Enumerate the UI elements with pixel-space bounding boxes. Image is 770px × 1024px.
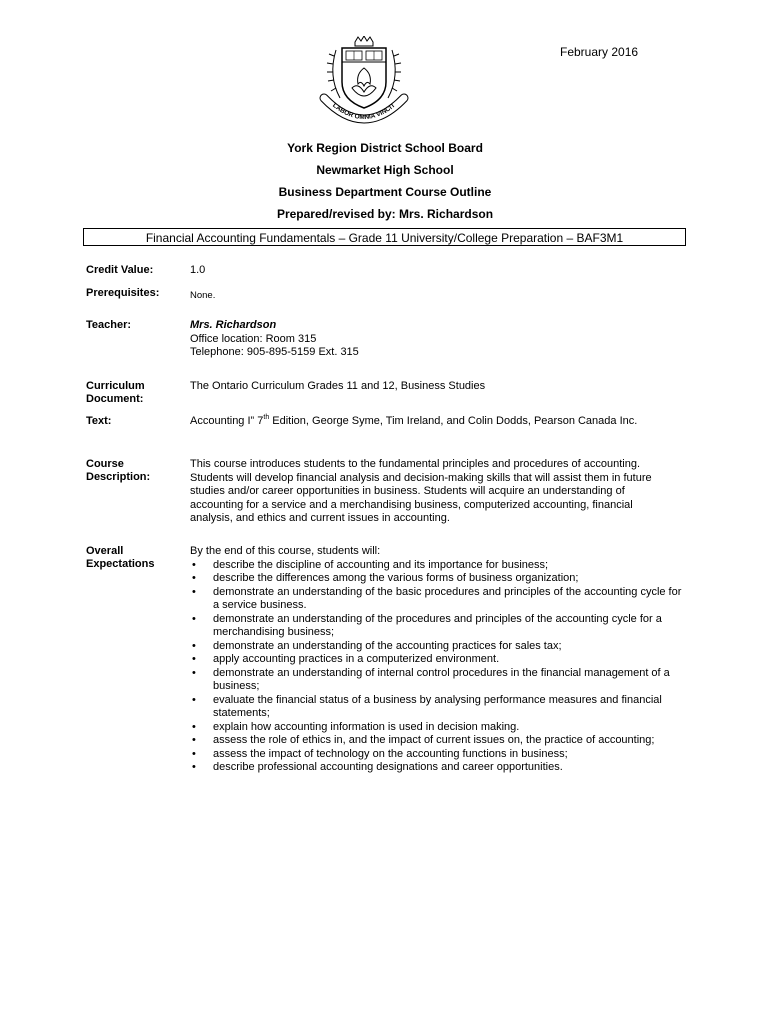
expectation-item: • explain how accounting information is used in decision making.: [190, 721, 682, 735]
expectation-item: • assess the role of ethics in, and the impact of current issues on, the practice of accounting;: [190, 734, 682, 748]
description-line: accounting for a service and a merchandising business, computerized accounting, financial: [190, 498, 633, 511]
description-line: This course introduces students to the fundamental principles and procedures of accounting.: [190, 458, 641, 470]
description-line: Students will develop financial analysis and decision-making skills that will assist them in future: [190, 471, 652, 484]
edition-superscript: th: [263, 414, 270, 421]
curriculum-value: The Ontario Curriculum Grades 11 and 12, Business Studies: [190, 380, 486, 392]
description-label-line1: Course: [86, 458, 124, 470]
teacher-phone: Telephone: 905-895-5159 Ext. 315: [190, 346, 359, 358]
course-description: [190, 458, 685, 526]
expectations-content: [190, 545, 682, 775]
school-crest-logo: [318, 36, 410, 136]
description-line: studies and/or career opportunities in business. Students will acquire an understanding of: [190, 485, 625, 497]
expectation-item: • describe the differences among the various forms of business organization;: [190, 572, 682, 586]
course-title-box: Financial Accounting Fundamentals – Grade 11 University/College Preparation – BAF3M1: [83, 228, 686, 246]
teacher-label: Teacher:: [86, 319, 132, 331]
crest-motto: LABOR OMNIA VINCIT: [331, 102, 397, 122]
expectation-item: • evaluate the financial status of a business by analysing performance measures and financial statements;: [190, 694, 682, 721]
description-label-line2: Description:: [86, 471, 151, 483]
expectation-item: • demonstrate an understanding of the accounting practices for sales tax;: [190, 640, 682, 654]
outline-title: Business Department Course Outline: [278, 185, 492, 199]
expectation-item: • assess the impact of technology on the accounting functions in business;: [190, 748, 682, 762]
curriculum-label: [86, 380, 145, 406]
expectations-intro: By the end of this course, students will:: [190, 545, 381, 557]
expectation-item: • demonstrate an understanding of the procedures and principles of the accounting cycle for a merchandising business;: [190, 613, 682, 640]
teacher-details: [190, 319, 685, 360]
teacher-office: Office location: Room 315: [190, 332, 317, 345]
school-name: Newmarket High School: [316, 163, 454, 177]
credit-value: 1.0: [190, 264, 206, 276]
expectations-label-line1: Overall: [86, 545, 124, 557]
svg-text:LABOR OMNIA VINCIT: [331, 102, 397, 121]
board-name: York Region District School Board: [287, 141, 483, 155]
expectation-item: • describe professional accounting designations and career opportunities.: [190, 761, 682, 775]
teacher-name: Mrs. Richardson: [190, 319, 277, 331]
expectations-label: [86, 545, 154, 571]
expectation-item: • demonstrate an understanding of internal control procedures in the financial management of a business;: [190, 667, 682, 694]
prepared-by: Prepared/revised by: Mrs. Richardson: [276, 207, 494, 221]
prerequisites-value: None.: [190, 290, 216, 301]
expectation-item: • apply accounting practices in a computerized environment.: [190, 653, 682, 667]
textbook-value: [190, 415, 685, 429]
expectations-label-line2: Expectations: [86, 558, 155, 570]
text-label: Text:: [86, 415, 112, 427]
expectations-list: [190, 559, 682, 775]
textbook-title: Accounting I” 7: [190, 415, 264, 427]
curriculum-label-line1: Curriculum: [86, 380, 145, 392]
curriculum-label-line2: Document:: [86, 393, 144, 405]
document-headings: [0, 140, 770, 228]
prerequisites-label: Prerequisites:: [86, 287, 160, 299]
description-line: analysis, and ethics and current issues in accounting.: [190, 512, 450, 524]
document-date: February 2016: [560, 45, 639, 59]
credit-value-label: Credit Value:: [86, 264, 154, 276]
expectation-item: • demonstrate an understanding of the basic procedures and principles of the accounting cycle for a service business.: [190, 586, 682, 613]
textbook-details: Edition, George Syme, Tim Ireland, and Colin Dodds, Pearson Canada Inc.: [269, 415, 638, 427]
expectation-item: • describe the discipline of accounting and its importance for business;: [190, 559, 682, 573]
description-label: [86, 458, 150, 484]
